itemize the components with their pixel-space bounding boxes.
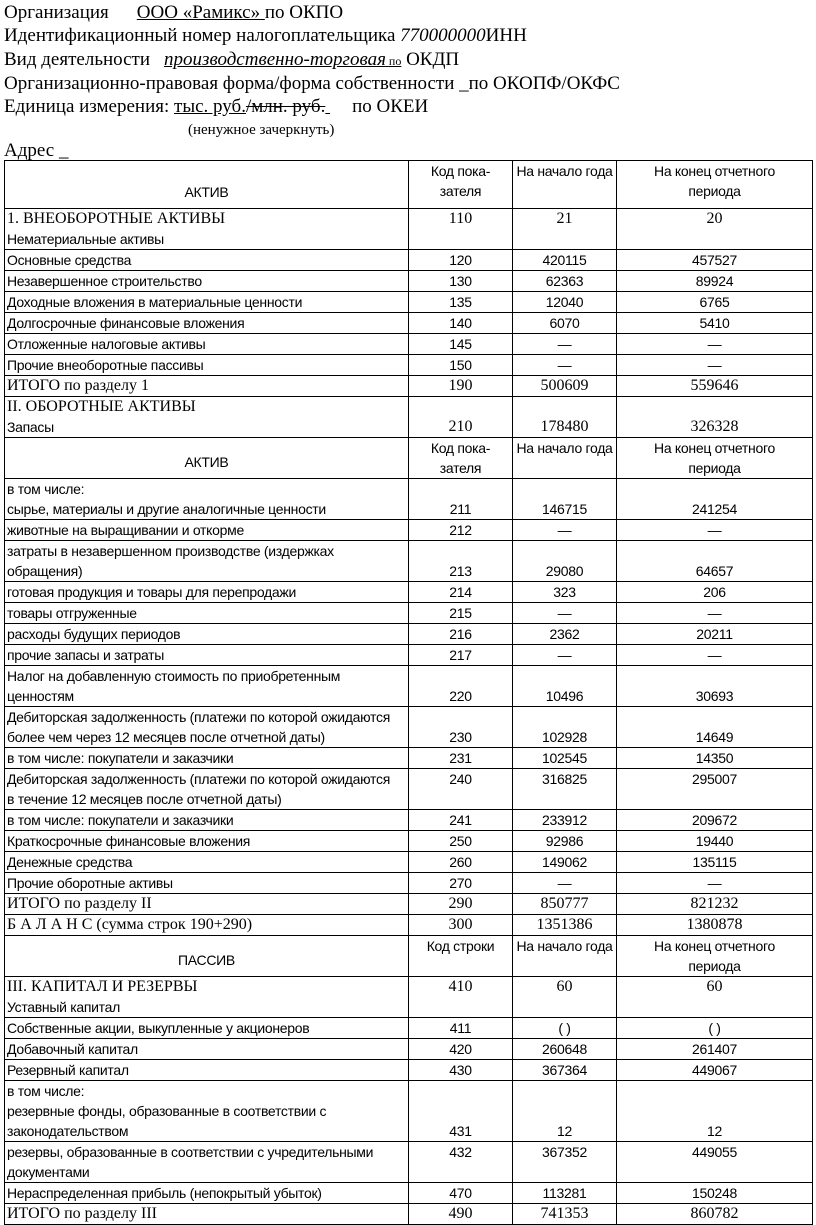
row-code: 230: [409, 707, 513, 748]
row-name: в том числе: покупатели и заказчики: [5, 748, 409, 769]
table-row: [5, 1142, 813, 1183]
unit-note: (ненужное зачеркнуть): [188, 122, 335, 138]
row-code: 300: [409, 915, 513, 936]
table-row: [5, 397, 813, 438]
row-begin: 741353: [513, 1204, 617, 1225]
table-row: [5, 894, 813, 915]
okpo-label: по ОКПО: [264, 2, 344, 23]
table-row: [5, 271, 813, 292]
header-row-passiv: [5, 936, 813, 977]
row-begin: 1351386: [513, 915, 617, 936]
table-row: [5, 541, 813, 582]
row-code: 241: [409, 810, 513, 831]
row-end: 14649: [617, 707, 813, 748]
row-code: 215: [409, 603, 513, 624]
row-code: 270: [409, 873, 513, 894]
activity-label: Вид деятельности: [4, 49, 151, 70]
row-end: 19440: [617, 831, 813, 852]
row-begin: 29080: [513, 541, 617, 582]
row-end: 60: [617, 977, 813, 1018]
table-row: [5, 1060, 813, 1081]
row-end: 261407: [617, 1039, 813, 1060]
row-name: Дебиторская задолженность (платежи по которой ожидаются более чем через 12 месяцев после отчетной даты): [5, 707, 409, 748]
row-begin: 102928: [513, 707, 617, 748]
inn-value: 770000000: [400, 25, 486, 46]
table-row: [5, 1081, 813, 1142]
inn-line: [4, 25, 527, 47]
row-name: Краткосрочные финансовые вложения: [5, 831, 409, 852]
row-code: 110: [409, 209, 513, 250]
table-row: [5, 1039, 813, 1060]
row-end: —: [617, 603, 813, 624]
activity-line: [4, 49, 459, 72]
table-row: [5, 810, 813, 831]
row-code: 212: [409, 520, 513, 541]
col-header-code: Код пока- зателя: [409, 438, 513, 479]
row-begin: 62363: [513, 271, 617, 292]
address-line: Адрес _: [4, 140, 69, 161]
row-code: 432: [409, 1142, 513, 1183]
row-name: в том числе: резервные фонды, образованные в соответствии с законодательством: [5, 1081, 409, 1142]
row-begin: —: [513, 355, 617, 376]
col-header-end: На конец отчетного периода: [617, 438, 813, 479]
table-row: [5, 645, 813, 666]
row-begin: 367364: [513, 1060, 617, 1081]
row-name: ИТОГО по разделу II: [5, 894, 409, 915]
row-name: Основные средства: [5, 250, 409, 271]
row-begin: 2362: [513, 624, 617, 645]
row-code: 211: [409, 479, 513, 520]
row-end: —: [617, 355, 813, 376]
col-header-aktiv: АКТИВ: [5, 438, 409, 479]
unit-value: тыс. руб.: [174, 96, 246, 117]
col-header-begin: На начало года: [513, 936, 617, 977]
row-begin: 60: [513, 977, 617, 1018]
row-name: расходы будущих периодов: [5, 624, 409, 645]
row-begin: 21: [513, 209, 617, 250]
row-end: 326328: [617, 397, 813, 438]
row-end: 1380878: [617, 915, 813, 936]
header-row-aktiv: [5, 161, 813, 209]
table-row: [5, 250, 813, 271]
org-name: ООО «Рамикс»: [136, 2, 261, 23]
row-name: резервы, образованные в соответствии с учредительными документами: [5, 1142, 409, 1183]
row-begin: 367352: [513, 1142, 617, 1183]
row-code: 216: [409, 624, 513, 645]
row-begin: 12: [513, 1081, 617, 1142]
inn-suffix: ИНН: [485, 25, 527, 46]
row-begin: 92986: [513, 831, 617, 852]
okdp-label: ОКДП: [406, 49, 460, 70]
row-code: 135: [409, 292, 513, 313]
row-begin: 500609: [513, 376, 617, 397]
row-end: 449055: [617, 1142, 813, 1183]
row-end: —: [617, 334, 813, 355]
row-end: 241254: [617, 479, 813, 520]
form-line: Организационно-правовая форма/форма собственности _по ОКОПФ/ОКФС: [4, 73, 620, 94]
row-begin: 323: [513, 582, 617, 603]
row-begin: —: [513, 645, 617, 666]
row-name: Прочие оборотные активы: [5, 873, 409, 894]
row-name: товары отгруженные: [5, 603, 409, 624]
row-end: 64657: [617, 541, 813, 582]
activity-value: производственно-торговая: [164, 49, 386, 70]
row-begin: 6070: [513, 313, 617, 334]
row-code: 231: [409, 748, 513, 769]
col-header-passiv: ПАССИВ: [5, 936, 409, 977]
table-row: [5, 977, 813, 1018]
row-code: 130: [409, 271, 513, 292]
table-row: [5, 355, 813, 376]
row-begin: 260648: [513, 1039, 617, 1060]
row-code: 210: [409, 397, 513, 438]
okei-label: по ОКЕИ: [352, 96, 429, 117]
table-row: [5, 707, 813, 748]
row-begin: 113281: [513, 1183, 617, 1204]
inn-label: Идентификационный номер налогоплательщика: [4, 25, 396, 46]
table-row: [5, 831, 813, 852]
row-end: 860782: [617, 1204, 813, 1225]
org-label: Организация: [4, 2, 109, 23]
row-end: 89924: [617, 271, 813, 292]
row-name: Б А Л А Н С (сумма строк 190+290): [5, 915, 409, 936]
activity-po: по: [388, 54, 402, 68]
row-code: 220: [409, 666, 513, 707]
row-name: в том числе: покупатели и заказчики: [5, 810, 409, 831]
table-row: [5, 376, 813, 397]
col-header-code: Код строки: [409, 936, 513, 977]
row-end: 6765: [617, 292, 813, 313]
row-end: 14350: [617, 748, 813, 769]
row-name: Дебиторская задолженность (платежи по которой ожидаются в течение 12 месяцев после отчетной даты): [5, 769, 409, 810]
row-name: Незавершенное строительство: [5, 271, 409, 292]
row-end: —: [617, 873, 813, 894]
table-row: [5, 334, 813, 355]
unit-struck: /млн. руб.: [245, 96, 326, 117]
col-header-end: На конец отчетного периода: [617, 161, 813, 209]
row-begin: 316825: [513, 769, 617, 810]
row-name: ИТОГО по разделу III: [5, 1204, 409, 1225]
row-end: —: [617, 645, 813, 666]
row-end: 209672: [617, 810, 813, 831]
row-begin: —: [513, 873, 617, 894]
row-name: Резервный капитал: [5, 1060, 409, 1081]
row-end: 295007: [617, 769, 813, 810]
row-name: Собственные акции, выкупленные у акционеров: [5, 1018, 409, 1039]
row-name: Нераспределенная прибыль (непокрытый убыток): [5, 1183, 409, 1204]
header-row-aktiv: [5, 438, 813, 479]
row-end: ( ): [617, 1018, 813, 1039]
row-end: 12: [617, 1081, 813, 1142]
table-row: [5, 1018, 813, 1039]
row-name: в том числе: сырье, материалы и другие аналогичные ценности: [5, 479, 409, 520]
table-row: [5, 209, 813, 250]
table-row: [5, 479, 813, 520]
row-begin: 850777: [513, 894, 617, 915]
unit-label: Единица измерения:: [4, 96, 170, 117]
row-code: 470: [409, 1183, 513, 1204]
row-name: готовая продукция и товары для перепродажи: [5, 582, 409, 603]
row-end: 30693: [617, 666, 813, 707]
table-row: [5, 666, 813, 707]
row-name: Прочие внеоборотные пассивы: [5, 355, 409, 376]
row-code: 140: [409, 313, 513, 334]
row-end: 135115: [617, 852, 813, 873]
table-row: [5, 915, 813, 936]
table-row: [5, 873, 813, 894]
row-code: 411: [409, 1018, 513, 1039]
table-row: [5, 1204, 813, 1225]
row-code: 150: [409, 355, 513, 376]
table-row: [5, 520, 813, 541]
table-row: [5, 748, 813, 769]
row-name: III. КАПИТАЛ И РЕЗЕРВЫ Уставный капитал: [5, 977, 409, 1018]
row-code: 430: [409, 1060, 513, 1081]
table-row: [5, 603, 813, 624]
table-row: [5, 624, 813, 645]
row-name: II. ОБОРОТНЫЕ АКТИВЫ Запасы: [5, 397, 409, 438]
table-row: [5, 313, 813, 334]
col-header-end: На конец отчетного периода: [617, 936, 813, 977]
row-name: затраты в незавершенном производстве (издержках обращения): [5, 541, 409, 582]
row-begin: 146715: [513, 479, 617, 520]
row-code: 214: [409, 582, 513, 603]
row-name: ИТОГО по разделу 1: [5, 376, 409, 397]
row-begin: —: [513, 334, 617, 355]
row-name: Денежные средства: [5, 852, 409, 873]
row-code: 145: [409, 334, 513, 355]
table-row: [5, 292, 813, 313]
row-code: 240: [409, 769, 513, 810]
row-begin: 149062: [513, 852, 617, 873]
row-begin: —: [513, 603, 617, 624]
row-end: 457527: [617, 250, 813, 271]
row-code: 250: [409, 831, 513, 852]
table-row: [5, 852, 813, 873]
row-code: 213: [409, 541, 513, 582]
row-name: Налог на добавленную стоимость по приобретенным ценностям: [5, 666, 409, 707]
row-name: прочие запасы и затраты: [5, 645, 409, 666]
unit-line: [4, 96, 428, 118]
row-begin: 420115: [513, 250, 617, 271]
row-code: 190: [409, 376, 513, 397]
table-row: [5, 769, 813, 810]
row-code: 420: [409, 1039, 513, 1060]
row-end: 559646: [617, 376, 813, 397]
row-code: 410: [409, 977, 513, 1018]
balance-table: [4, 160, 813, 1225]
row-name: 1. ВНЕОБОРОТНЫЕ АКТИВЫ Нематериальные активы: [5, 209, 409, 250]
row-begin: 233912: [513, 810, 617, 831]
row-code: 290: [409, 894, 513, 915]
org-line: [4, 2, 343, 24]
row-end: 821232: [617, 894, 813, 915]
row-end: 20: [617, 209, 813, 250]
row-code: 490: [409, 1204, 513, 1225]
row-begin: —: [513, 520, 617, 541]
row-begin: 10496: [513, 666, 617, 707]
row-end: 150248: [617, 1183, 813, 1204]
table-row: [5, 1183, 813, 1204]
row-code: 431: [409, 1081, 513, 1142]
row-begin: 178480: [513, 397, 617, 438]
col-header-begin: На начало года: [513, 161, 617, 209]
row-begin: 12040: [513, 292, 617, 313]
row-end: 206: [617, 582, 813, 603]
col-header-code: Код пока- зателя: [409, 161, 513, 209]
row-code: 260: [409, 852, 513, 873]
row-end: 449067: [617, 1060, 813, 1081]
col-header-aktiv: АКТИВ: [5, 161, 409, 209]
row-name: животные на выращивании и откорме: [5, 520, 409, 541]
row-name: Отложенные налоговые активы: [5, 334, 409, 355]
row-code: 217: [409, 645, 513, 666]
row-begin: 102545: [513, 748, 617, 769]
row-name: Добавочный капитал: [5, 1039, 409, 1060]
row-name: Доходные вложения в материальные ценности: [5, 292, 409, 313]
row-end: 5410: [617, 313, 813, 334]
row-end: 20211: [617, 624, 813, 645]
row-name: Долгосрочные финансовые вложения: [5, 313, 409, 334]
row-end: —: [617, 520, 813, 541]
col-header-begin: На начало года: [513, 438, 617, 479]
row-begin: ( ): [513, 1018, 617, 1039]
row-code: 120: [409, 250, 513, 271]
table-row: [5, 582, 813, 603]
